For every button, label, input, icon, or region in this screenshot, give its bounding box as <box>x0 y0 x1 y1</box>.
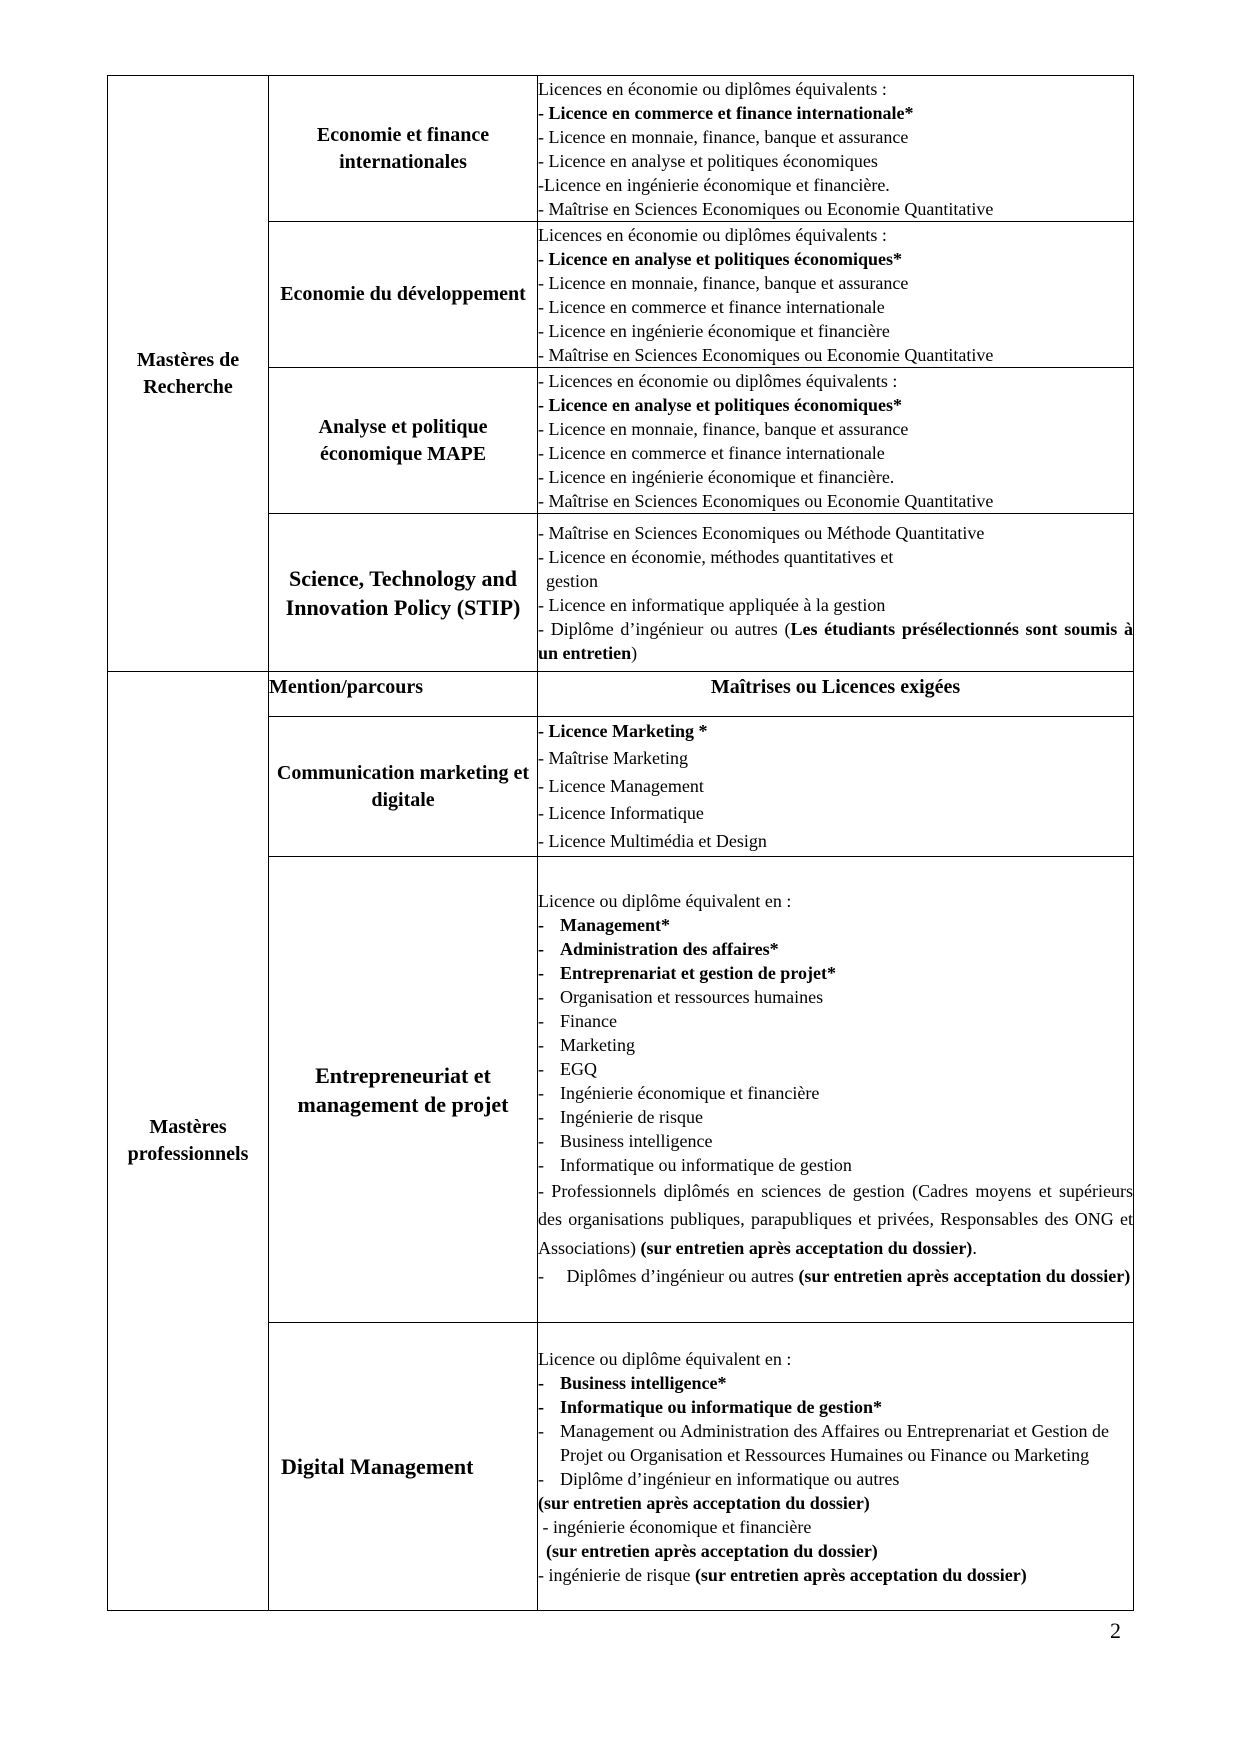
requirement-item: - Organisation et ressources humaines <box>538 986 824 1007</box>
category-research: Mastères de Recherche <box>108 76 269 672</box>
requirement-line: - Licence en analyse et politiques économiques <box>538 150 878 171</box>
table-row <box>108 76 1134 222</box>
requirements-cell <box>538 514 1134 672</box>
requirement-line: - ingénierie économique et financière <box>538 1516 812 1537</box>
program-name: Economie du développement <box>269 222 538 368</box>
requirement-line: Licences en économie ou diplômes équivalents : <box>538 224 887 245</box>
requirement-line: - Licence Multimédia et Design <box>538 830 767 851</box>
requirement-line: - Diplôme d’ingénieur ou autres (Les étudiants présélectionnés sont soumis à un entretien) <box>538 618 1133 663</box>
requirement-line: -Licence en ingénierie économique et financière. <box>538 174 890 195</box>
requirement-line: - Licence en analyse et politiques économiques* <box>538 394 902 415</box>
requirements-cell <box>538 857 1134 1323</box>
requirements-cell <box>538 717 1134 857</box>
requirement-item: - Entreprenariat et gestion de projet* <box>538 962 836 983</box>
program-name: Economie et finance internationales <box>269 76 538 222</box>
requirement-item: - Ingénierie économique et financière <box>538 1082 820 1103</box>
requirement-line: - Licence Management <box>538 775 704 796</box>
requirement-item: - Informatique ou informatique de gestion* <box>538 1396 883 1417</box>
requirement-intro: Licence ou diplôme équivalent en : <box>538 890 792 911</box>
program-name: Entrepreneuriat et management de projet <box>269 857 538 1323</box>
program-name: Science, Technology and Innovation Policy (STIP) <box>269 514 538 672</box>
requirement-item: - Finance <box>538 1010 617 1031</box>
requirement-item: - Management ou Administration des Affaires ou Entreprenariat et Gestion de Projet ou Organisation et Ressources Humaines ou Finance ou Marketing <box>538 1420 1110 1465</box>
requirement-line: - Licence en analyse et politiques économiques* <box>538 248 902 269</box>
requirement-line: - Maîtrise en Sciences Economiques ou Economie Quantitative <box>538 344 994 365</box>
requirement-item: - Informatique ou informatique de gestion <box>538 1154 852 1175</box>
program-name: Digital Management <box>269 1323 538 1611</box>
program-name: Analyse et politique économique MAPE <box>269 368 538 514</box>
requirements-cell <box>538 1323 1134 1611</box>
requirement-line: - Licence en commerce et finance internationale <box>538 296 885 317</box>
category-professional: Mastères professionnels <box>108 672 269 1611</box>
requirement-line: - Maîtrise en Sciences Economiques ou Méthode Quantitative <box>538 522 985 543</box>
requirement-note: - Diplômes d’ingénieur ou autres (sur entretien après acceptation du dossier) <box>538 1266 1131 1286</box>
column-header-requirements: Maîtrises ou Licences exigées <box>538 672 1134 717</box>
requirement-item: - Business intelligence* <box>538 1372 727 1393</box>
requirement-note: - Professionnels diplômés en sciences de gestion (Cadres moyens et supérieurs des organisations publiques, parapubliques et privées, Responsables des ONG et Associations) (sur entretien après acceptation du dossier). <box>538 1180 1133 1258</box>
requirement-line: gestion <box>546 570 598 591</box>
requirement-line: - ingénierie de risque (sur entretien après acceptation du dossier) <box>538 1564 1027 1585</box>
requirement-line: - Licence en commerce et finance internationale <box>538 442 885 463</box>
requirement-item: - Diplôme d’ingénieur en informatique ou autres <box>538 1468 900 1489</box>
requirement-line: - Licence en économie, méthodes quantitatives et <box>538 546 894 567</box>
requirement-line: - Licence en monnaie, finance, banque et assurance <box>538 418 909 439</box>
page-number: 2 <box>1110 1618 1121 1643</box>
table-row <box>108 672 1134 717</box>
requirement-line: - Licence en monnaie, finance, banque et assurance <box>538 126 909 147</box>
requirement-item: - Business intelligence <box>538 1130 713 1151</box>
requirement-line: - Licence en ingénierie économique et financière <box>538 320 890 341</box>
requirement-line: - Licences en économie ou diplômes équivalents : <box>538 370 898 391</box>
column-header-mention: Mention/parcours <box>269 672 538 717</box>
requirement-line: - Maîtrise Marketing <box>538 748 688 769</box>
requirement-item: - Marketing <box>538 1034 635 1055</box>
program-name: Communication marketing et digitale <box>269 717 538 857</box>
requirement-line: - Maîtrise en Sciences Economiques ou Economie Quantitative <box>538 198 994 219</box>
requirements-cell <box>538 222 1134 368</box>
requirement-intro: Licence ou diplôme équivalent en : <box>538 1348 792 1369</box>
requirement-line: (sur entretien après acceptation du dossier) <box>538 1492 870 1513</box>
requirements-cell <box>538 76 1134 222</box>
requirement-item: - Management* <box>538 914 670 935</box>
requirement-line: Licences en économie ou diplômes équivalents : <box>538 78 887 99</box>
requirement-line: - Licence en informatique appliquée à la gestion <box>538 594 886 615</box>
requirement-item: - Ingénierie de risque <box>538 1106 703 1127</box>
requirement-item: - EGQ <box>538 1058 597 1079</box>
requirement-line: - Licence en ingénierie économique et financière. <box>538 466 895 487</box>
requirements-cell <box>538 368 1134 514</box>
admission-requirements-table <box>107 75 1134 1611</box>
requirement-line: (sur entretien après acceptation du dossier) <box>546 1540 878 1561</box>
requirement-line: - Licence Informatique <box>538 803 704 824</box>
requirement-line: - Licence en monnaie, finance, banque et assurance <box>538 272 909 293</box>
requirement-item: - Administration des affaires* <box>538 938 779 959</box>
requirement-line: - Licence Marketing * <box>538 720 708 741</box>
requirement-line: - Licence en commerce et finance internationale* <box>538 102 914 123</box>
requirement-line: - Maîtrise en Sciences Economiques ou Economie Quantitative <box>538 490 994 511</box>
